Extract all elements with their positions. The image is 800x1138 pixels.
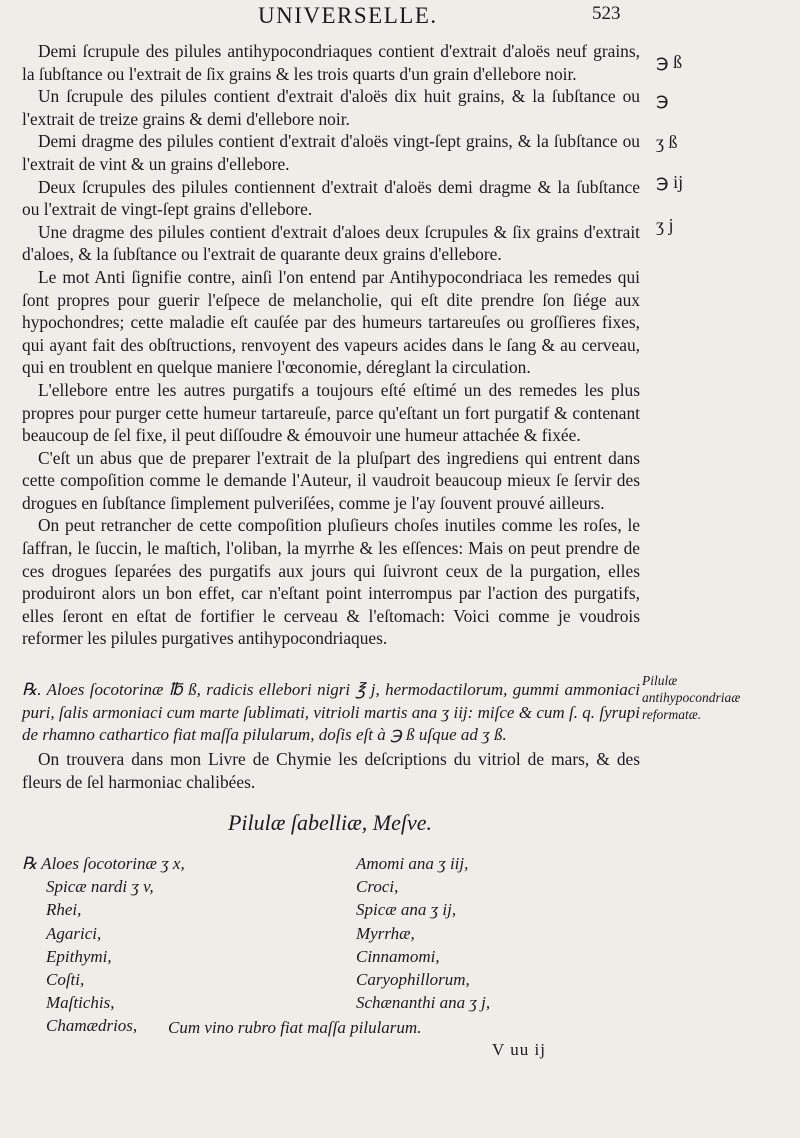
main-text-block [22,40,640,650]
paragraph-retrench: On peut retrancher de cette compoſition pluſieurs choſes inutiles comme les roſes, le ſaffran, le ſuccin, le maſtich, l'oliban, la myrrhe & les eſſences: Mais on peut prendre de ces drogues ſeparées des purgatifs aux jours qui ſuivront ceux de la purgation, elles produiront alors un bon effet, car n'eſtant point interrompus par l'action des purgatifs, elles ſeront en eſtat de fortifier le cerveau & l'eſtomach: Voici comme je voudrois reformer les pilules purgatives antihypocondriaques. [22,515,640,649]
ingredient-item: Rhei, [46,900,82,920]
closing-instruction: Cum vino rubro fiat maſſa pilularum. [168,1018,422,1037]
ingredient-item: Spicæ ana ʒ ij, [356,900,457,920]
ingredient-item: Agarici, [46,923,102,943]
paragraph-half-scruple: Demi ſcrupule des pilules antihypocondriaques contient d'extrait d'aloës neuf grains, la ſubſtance ou l'extrait de ſix grains & les trois quarts d'un grain d'ellebore noir. [22,41,640,84]
recipe-margin-note: Pilulæ antihypocondriaæ reformatæ. [642,673,741,722]
paragraph-scruple: Un ſcrupule des pilules contient d'extrait d'aloës dix huit grains, & la ſubſtance ou l'extrait de treize grains & demi d'ellebore noir. [22,86,640,129]
ingredient-column-left [22,852,185,1038]
ingredient-item: Croci, [356,877,399,897]
page-header [0,0,800,36]
paragraph-one-drachm: Une dragme des pilules contient d'extrait d'aloes deux ſcrupules & ſix grains d'extrait d'aloes, & la ſubſtance ou l'extrait de quarante deux grains d'ellebore. [22,221,640,265]
paragraph-two-scruples: Deux ſcrupules des pilules contiennent d'extrait d'aloës demi dragme & la ſubſtance ou l'extrait de vingt-ſept grains d'ellebore. [22,176,640,220]
running-title: UNIVERSELLE. [258,3,438,28]
section-title: Pilulæ ſabelliæ, Meſve. [227,810,433,835]
ingredient-item: Schænanthi ana ʒ j, [356,993,491,1013]
page-number: 523 [592,3,621,24]
ingredient-item: Maſtichis, [46,993,115,1013]
catchword-signature: V uu ij [492,1040,546,1059]
ingredient-item: Myrrhæ, [356,923,415,943]
dose-symbol: ʒ j [656,215,674,235]
recipe-followup: On trouvera dans mon Livre de Chymie les deſcriptions du vitriol de mars, & des fleurs de ſel harmoniac chalibées. [22,749,640,792]
ingredient-item: Coſti, [46,969,85,989]
ingredient-column-right [356,852,490,1014]
paragraph-anti-meaning: Le mot Anti ſignifie contre, ainſi l'on entend par Antihypocondriaca les remedes qui ſont propres pour guerir l'eſpece de melancholie, qui eſt dite prendre ſon ſiége aux hypochondres; cette maladie eſt cauſée par des humeurs tartareuſes ou groſſieres fixes, qui ayant fait des obſtructions, renvoyent des vapeurs acides dans le ſang & au cerveau, qui en troublent en quelque maniere l'œconomie, déreglant la circulation. [22,266,640,378]
ingredient-item: Amomi ana ʒ iij, [356,854,469,873]
ingredient-item: Epithymi, [46,946,112,966]
recipe-text: ℞. Aloes ſocotorinæ ℔ ß, radicis ellebori nigri ℥ j, hermodactilorum, gummi ammoniaci puri, ſalis armoniaci cum marte ſublimati, vitrioli martis ana ʒ iij: miſce & cum ſ. q. ſyrupi de rhamno cathartico fiat maſſa pilularum, doſis eſt à ℈ ß uſque ad ʒ ß. [22,680,640,744]
dose-symbol: ℈ ij [656,172,684,192]
dose-symbol: ℈ ß [656,52,683,72]
ingredient-item: Cinnamomi, [356,946,440,966]
ingredient-item: ℞ Aloes ſocotorinæ ʒ x, [22,854,185,873]
dose-symbol: ʒ ß [656,132,678,152]
paragraph-half-drachm: Demi dragme des pilules contient d'extrait d'aloës vingt-ſept grains, & la ſubſtance ou l'extrait de vint & un grains d'ellebore. [22,131,640,174]
paragraph-extract-abuse: C'eſt un abus que de preparer l'extrait de la pluſpart des ingrediens qui entrent dans cette compoſition comme le demande l'Auteur, il vaudroit beaucoup mieux ſe ſervir des drogues en ſubſtance ſimplement pulveriſées, comme je l'ay ſouvent prouvé ailleurs. [22,447,640,513]
dose-symbol: ℈ [656,90,669,110]
ingredient-item: Spicæ nardi ʒ v, [46,877,154,897]
ingredient-item: Chamædrios, [46,1016,138,1036]
paragraph-ellebore: L'ellebore entre les autres purgatifs a toujours eſté eſtimé un des remedes les plus propres pour purger cette humeur tartareuſe, parce qu'eſtant un fort purgatif & contenant beaucoup de ſel fixe, il peut diſſoudre & émouvoir une humeur attachée & fixée. [22,379,640,446]
ingredient-item: Caryophillorum, [356,969,470,989]
